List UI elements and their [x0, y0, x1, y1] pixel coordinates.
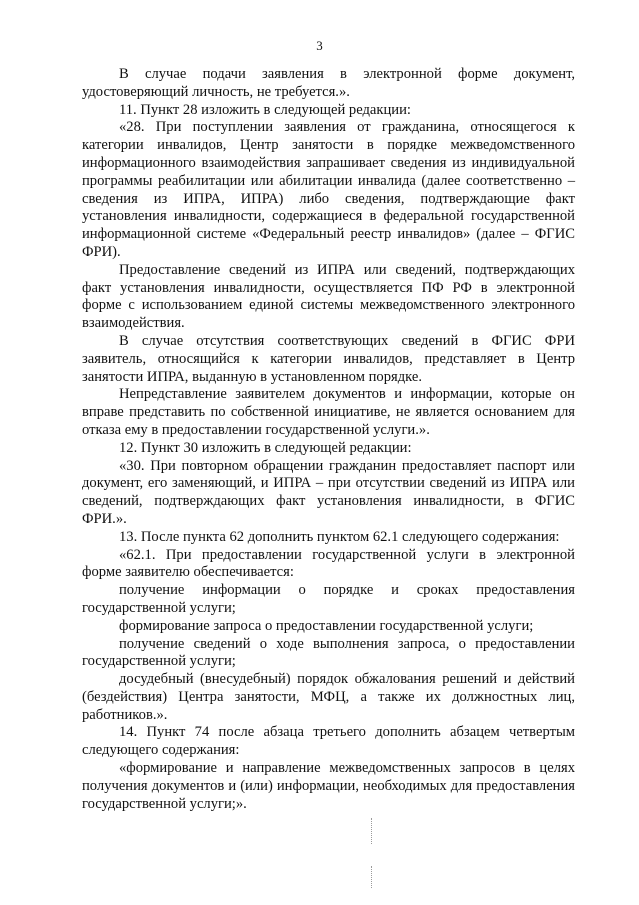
paragraph-id-not-required: В случае подачи заявления в электронной форме документ, удостоверяющий личность, не требуется.». [82, 66, 575, 100]
list-item-request-forming: формирование запроса о предоставлении государственной услуги; [119, 617, 534, 634]
page-number: 3 [316, 38, 323, 53]
paragraph-absent-fgis-fri: В случае отсутствия соответствующих сведений в ФГИС ФРИ заявитель, относящийся к категории инвалидов, представляет в Центр занятости ИПРА, выданную в установленном порядке. [82, 332, 575, 385]
item-14-heading: 14. Пункт 74 после абзаца третьего дополнить абзацем четвертым следующего содержания: [82, 724, 575, 759]
scan-artifact-line [371, 866, 373, 888]
paragraph-interagency-requests: «формирование и направление межведомственных запросов в целях получения документов и (или) информации, необходимых для предоставления государственной услуги;». [82, 760, 575, 812]
list-item-appeal-procedure: досудебный (внесудебный) порядок обжалования решений и действий (бездействия) Центра занятости, МФЦ, а также их должностных лиц, работников.». [82, 671, 575, 723]
document-body [82, 66, 575, 813]
clause-62-1-intro: «62.1. При предоставлении государственной услуги в электронной форме заявителю обеспечивается: [82, 546, 575, 581]
scan-artifact-line [371, 818, 373, 844]
list-item-information: получение информации о порядке и сроках предоставления государственной услуги; [82, 582, 575, 616]
list-item-request-progress: получение сведений о ходе выполнения запроса, о предоставлении государственной услуги; [82, 635, 575, 670]
paragraph-ipra-provision: Предоставление сведений из ИПРА или сведений, подтверждающих факт установления инвалидности, осуществляется ПФ РФ в электронной форме с использованием единой системы межведомственного электронного взаимодействия. [82, 261, 575, 332]
paragraph-non-submission: Непредставление заявителем документов и информации, которые он вправе представить по собственной инициативе, не является основанием для отказа ему в предоставлении государственной услуги.». [82, 386, 575, 438]
clause-28-text: «28. При поступлении заявления от гражданина, относящегося к категории инвалидов, Центр занятости в порядке межведомственного информационного взаимодействия запрашивает сведения из индивидуальной программы реабилитации или абилитации инвалида (далее соответственно – сведения из ИПРА, ИПРА) либо сведения, подтверждающие факт установления инвалидности, содержащиеся в федеральной государственной информационной системе «Федеральный реестр инвалидов» (далее – ФГИС ФРИ). [82, 119, 575, 260]
item-12-heading: 12. Пункт 30 изложить в следующей редакции: [119, 439, 412, 456]
item-13-heading: 13. После пункта 62 дополнить пунктом 62.1 следующего содержания: [119, 528, 560, 545]
item-11-heading: 11. Пункт 28 изложить в следующей редакции: [119, 101, 411, 118]
clause-30-text: «30. При повторном обращении гражданин предоставляет паспорт или документ, его заменяющий, и ИПРА – при отсутствии сведений из ИПРА или сведений, подтверждающих факт установления инвалидности, в ФГИС ФРИ.». [82, 457, 575, 527]
